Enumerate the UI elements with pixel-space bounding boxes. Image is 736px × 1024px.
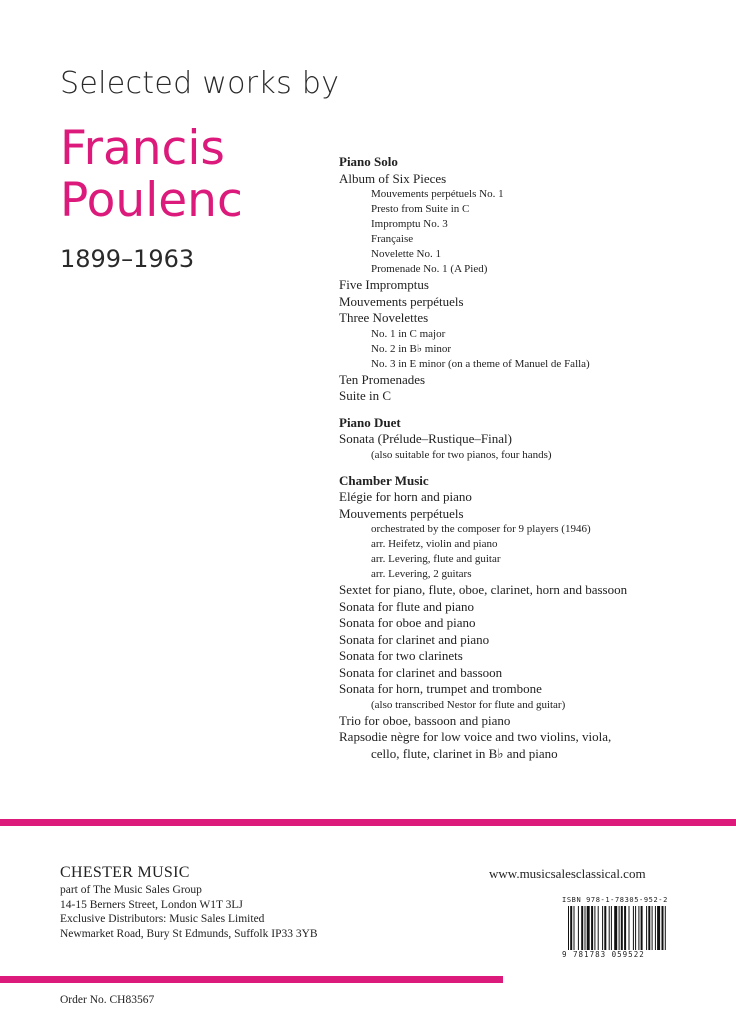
work-item: Ten Promenades xyxy=(339,371,426,387)
work-item: Mouvements perpétuels xyxy=(339,293,464,309)
section-title: Piano Duet xyxy=(339,414,401,430)
work-item: Mouvements perpétuels xyxy=(339,505,464,521)
barcode-bar xyxy=(638,906,639,950)
work-subitem: Impromptu No. 3 xyxy=(371,218,448,230)
work-subitem: Presto from Suite in C xyxy=(371,203,470,215)
work-item: Trio for oboe, bassoon and piano xyxy=(339,712,511,728)
accent-rule-bottom xyxy=(0,976,503,983)
barcode-bar xyxy=(633,906,634,950)
barcode-bar xyxy=(611,906,612,950)
composer-last-name: Poulenc xyxy=(60,173,243,228)
barcode-bars xyxy=(562,906,710,950)
work-item-continuation: cello, flute, clarinet in B♭ and piano xyxy=(371,745,558,761)
barcode-bar xyxy=(581,906,583,950)
order-number: Order No. CH83567 xyxy=(60,994,155,1006)
barcode-bar xyxy=(641,906,643,950)
barcode-bar xyxy=(598,906,599,950)
barcode-bar xyxy=(652,906,653,950)
work-subitem: No. 3 in E minor (on a theme of Manuel de Falla) xyxy=(371,357,590,370)
works-list xyxy=(339,154,734,772)
barcode-bar xyxy=(578,906,579,950)
barcode-bar xyxy=(570,906,572,950)
work-item: Sonata for horn, trumpet and trombone xyxy=(339,681,542,696)
barcode-bar xyxy=(591,906,593,950)
accent-rule-top xyxy=(0,819,736,826)
website-link[interactable]: www.musicsalesclassical.com xyxy=(489,866,646,881)
work-item: Sonata (Prélude–Rustique–Final) xyxy=(339,431,512,446)
work-subitem: arr. Levering, 2 guitars xyxy=(371,568,472,580)
barcode-bar xyxy=(657,906,660,950)
composer-dates: 1899–1963 xyxy=(60,245,195,273)
work-subitem: No. 1 in C major xyxy=(371,327,446,340)
publisher-line: part of The Music Sales Group xyxy=(60,884,202,896)
work-item: Sonata for oboe and piano xyxy=(339,615,476,630)
barcode-bar xyxy=(621,906,623,950)
barcode-bar xyxy=(568,906,569,950)
work-item: Suite in C xyxy=(339,388,392,403)
barcode-bar xyxy=(585,906,586,950)
section-title: Piano Solo xyxy=(339,154,398,169)
work-item: Sonata for two clarinets xyxy=(339,648,463,663)
work-item: Sonata for flute and piano xyxy=(339,598,475,614)
barcode-bar xyxy=(619,906,620,950)
work-item: Sextet for piano, flute, oboe, clarinet, horn and bassoon xyxy=(339,582,628,597)
barcode-bar xyxy=(587,906,590,950)
work-note: (also suitable for two pianos, four hands) xyxy=(371,448,552,461)
work-note: (also transcribed Nestor for flute and guitar) xyxy=(371,698,566,711)
section-title: Chamber Music xyxy=(339,472,429,488)
work-item: Sonata for clarinet and piano xyxy=(339,631,490,647)
barcode-bar xyxy=(624,906,626,950)
work-item: Sonata for clarinet and bassoon xyxy=(339,664,503,680)
isbn-barcode xyxy=(562,896,710,964)
barcode-bar xyxy=(629,906,630,950)
barcode-bar xyxy=(665,906,666,950)
composer-first-name: Francis xyxy=(60,121,225,176)
barcode-bar xyxy=(635,906,636,950)
work-item: Five Impromptus xyxy=(339,277,429,292)
work-subitem: Novelette No. 1 xyxy=(371,248,441,260)
section-piano-duet xyxy=(339,415,734,463)
barcode-bar xyxy=(602,906,603,950)
work-subitem: orchestrated by the composer for 9 players (1946) xyxy=(371,523,591,535)
barcode-digits: 9 781783 059522 xyxy=(562,950,645,959)
publisher-name: CHESTER MUSIC xyxy=(60,864,190,881)
section-chamber-music xyxy=(339,473,734,763)
barcode-bar xyxy=(574,906,575,950)
work-item: Album of Six Pieces xyxy=(339,170,447,186)
publisher-line: Exclusive Distributors: Music Sales Limited xyxy=(60,913,265,925)
work-item: Three Novelettes xyxy=(339,310,429,325)
work-subitem: arr. Levering, flute and guitar xyxy=(371,553,501,565)
work-subitem: arr. Heifetz, violin and piano xyxy=(371,538,498,550)
publisher-address: Newmarket Road, Bury St Edmunds, Suffolk IP33 3YB xyxy=(60,927,318,940)
barcode-bar xyxy=(604,906,606,950)
barcode-bar xyxy=(594,906,595,950)
barcode-bar xyxy=(655,906,656,950)
isbn-number: ISBN 978-1-78305-952-2 xyxy=(562,896,668,904)
work-subitem: Mouvements perpétuels No. 1 xyxy=(371,188,504,200)
work-item: Rapsodie nègre for low voice and two violins, viola, xyxy=(339,729,612,744)
composer-name xyxy=(60,123,339,227)
barcode-bar xyxy=(648,906,650,950)
section-piano-solo xyxy=(339,154,734,405)
intro-heading: Selected works by xyxy=(60,66,340,101)
barcode-bar xyxy=(662,906,664,950)
publisher-address: 14-15 Berners Street, London W1T 3LJ xyxy=(60,898,243,911)
barcode-bar xyxy=(646,906,647,950)
barcode-bar xyxy=(609,906,610,950)
work-item: Elégie for horn and piano xyxy=(339,489,472,504)
barcode-bar xyxy=(614,906,617,950)
work-subitem: Française xyxy=(371,233,414,245)
work-subitem: Promenade No. 1 (A Pied) xyxy=(371,263,488,275)
work-subitem: No. 2 in B♭ minor xyxy=(371,342,452,355)
title-block xyxy=(60,66,339,273)
publisher-block xyxy=(60,863,318,941)
